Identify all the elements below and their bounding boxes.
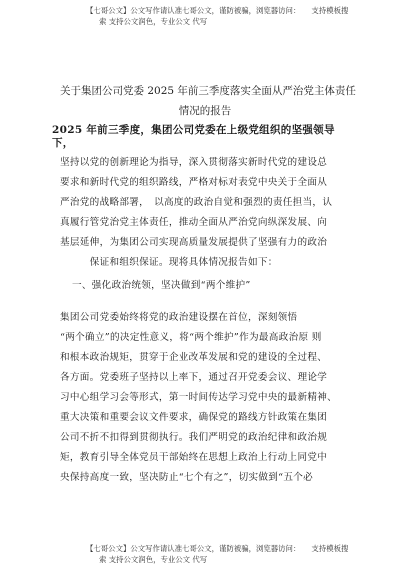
document-title-line-1: 关于集团公司党委 2025 年前三季度落实全面从严治党主体责任 [60,85,356,97]
intro-paragraph: 2025 年前三季度，集团公司党委在上级党组织的坚强领导 下， [52,124,335,149]
section-heading-1: 一、强化政治统领，坚决做到“两个维护” [72,280,251,291]
section-1-paragraph: 集团公司党委始终将党的政治建设摆在首位，深刻领悟 “两个确立”的决定性意义，将“两个维护”作为最高政治原 则 和根本政治规矩，贯穿于企业改革发展和党的建设的全过程、 各方面。党委班子坚持以上率下，通过召开党委会议、理论学 习中心组学习会等形式，第一时间传达学习党中央的最新精神、 重大决策和重要会议文件要求，确保党的路线方针政策在集团 公司不折不扣得到贯彻执行。我们严明党的政治纪律和政治规 矩，教育引导全体党员干部始终在思想上政治上行动上同党中 央保持高度一致，坚决防止“七个有之”，切实做到“五个必 [60,312,338,483]
document-title-line-2: 情况的报告 [178,105,232,117]
header-line-2: 索 支持公文润色，专业公文 代写 [99,17,208,26]
summary-paragraph: 坚持以党的创新理论为指导，深入贯彻落实新时代党的建设总 要求和新时代党的组织路线，严格对标对表党中央关于全面从 严治党的战略部署， 以高度的政治自觉和强烈的责任担当，认 真履行管党治党主体责任，推动全面从严治党向纵深发展、向 基层延伸，为集团公司实现高质量发展提供了坚强有力的政治 保证和组织保证。现将具体情况报告如下： [60,157,333,268]
footer-line-1: 【七哥公文】公文写作请认准七哥公文，谨防被骗，浏览器访问： 支持模板搜 [86,544,349,553]
header-line-1: 【七哥公文】公文写作请认准七哥公文，谨防被骗，浏览器访问： 支持模板搜 [86,6,349,15]
page-header [86,5,390,27]
page-footer [86,543,390,565]
footer-line-2: 索 支持公文润色，专业公文 代写 [99,555,208,564]
